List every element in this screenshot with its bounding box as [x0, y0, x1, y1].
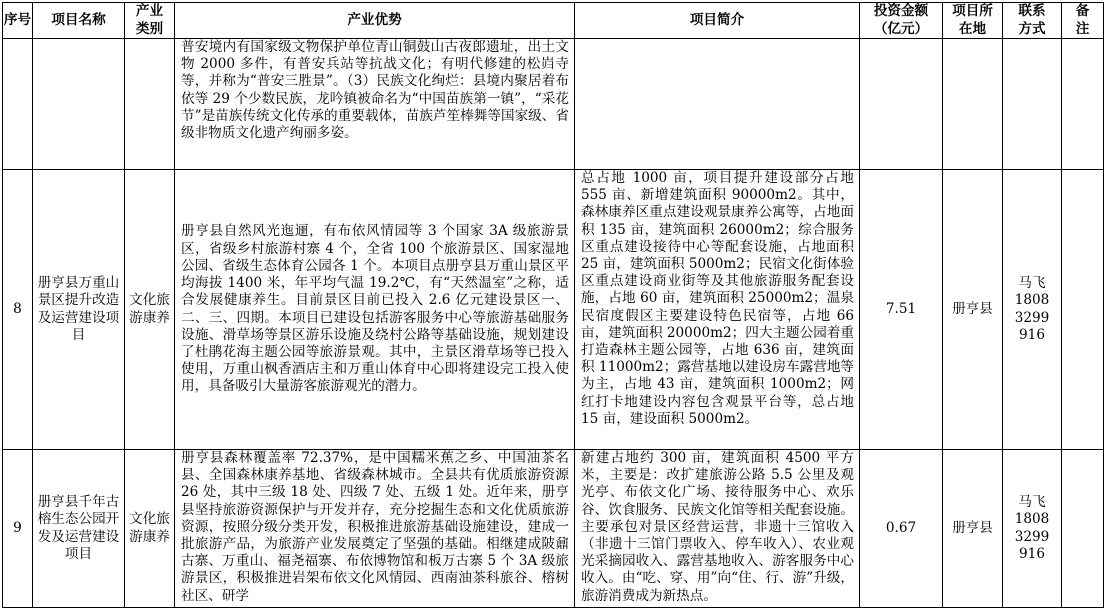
row-location: 册亨县 — [943, 170, 1003, 450]
header-no: 序号 — [3, 3, 33, 39]
row-remark — [1062, 450, 1104, 608]
row-advantage: 普安境内有国家级文物保护单位青山铜鼓山古夜郎遗址，出土文物 2000 多件，有普安兵站等抗战文化；有明代修建的松岿寺等，并称为“普安三胜景”。（3）民族文化绚烂：县境内聚居着布依等 29 个少数民族，龙吟镇被命名为“中国苗族第一镇”，“采花节”是苗族传统文化传承的重要载体，苗族芦笙棒舞等国家级、省级非物质文化遗产绚丽多姿。 — [175, 39, 575, 170]
row-contact: 马飞 1808 3299 916 — [1003, 170, 1062, 450]
row-name — [33, 39, 125, 170]
row-no: 9 — [3, 450, 33, 608]
row-category — [125, 39, 175, 170]
row-remark — [1062, 39, 1104, 170]
row-intro — [575, 39, 860, 170]
header-intro: 项目简介 — [575, 3, 860, 39]
header-name: 项目名称 — [33, 3, 125, 39]
row-no — [3, 39, 33, 170]
header-investment: 投资金额 （亿元） — [860, 3, 943, 39]
table-row — [3, 170, 1104, 450]
header-advantage: 产业优势 — [175, 3, 575, 39]
row-contact — [1003, 39, 1062, 170]
row-location: 册亨县 — [943, 450, 1003, 608]
table-row — [3, 450, 1104, 608]
row-investment: 7.51 — [860, 170, 943, 450]
row-location — [943, 39, 1003, 170]
project-table — [2, 2, 1104, 608]
row-contact: 马飞 1808 3299 916 — [1003, 450, 1062, 608]
header-row — [3, 3, 1104, 39]
row-category: 文化旅游康养 — [125, 450, 175, 608]
row-category: 文化旅游康养 — [125, 170, 175, 450]
row-investment — [860, 39, 943, 170]
header-category: 产业 类别 — [125, 3, 175, 39]
header-location: 项目所 在地 — [943, 3, 1003, 39]
table-row — [3, 39, 1104, 170]
row-intro: 总占地 1000 亩，项目提升建设部分占地 555 亩、新增建筑面积 90000m2。其中，森林康养区重点建设观景康养公寓等，占地面积 135 亩，建筑面积 26000m2；综合服务区重点建设接待中心等配套设施，占地面积 25 亩，建筑面积 5000m2；民宿文化街体验区重点建设商业街等及其他旅游服务配套设施，占地 60 亩，建筑面积 25000m2；温泉民宿度假区主要建设特色民宿等，占地 66 亩，建筑面积 20000m2；四大主题公园着重打造森林主题公园等，占地 636 亩，建筑面积 11000m2；露营基地以建设房车露营地等为主，占地 43 亩，建筑面积 1000m2；网红打卡地建设内容包含观景平台等，总占地 15 亩，建设面积 5000m2。 — [575, 170, 860, 450]
row-advantage: 册亨县自然风光迤逦，有布依风情园等 3 个国家 3A 级旅游景区，省级乡村旅游村寨 4 个，全省 100 个旅游景区、国家湿地公园、省级生态体育公园各 1 个。本项目点册亨县万重山景区平均海拔 1400 米，年平均气温 19.2℃，有“天然温室”之称，适合发展健康养生。目前景区目前已投入 2.6 亿元建设景区一、二、三、四期。本项目已建设包括游客服务中心等旅游基础服务设施、滑草场等景区游乐设施及绕村公路等基础设施，规划建设了杜鹃花海主题公园等旅游景观。其中，主景区滑草场等已投入使用，万重山枫香酒店主和万重山体育中心即将建设完工投入使用，具备吸引大量游客旅游观光的潜力。 — [175, 170, 575, 450]
row-remark — [1062, 170, 1104, 450]
row-no: 8 — [3, 170, 33, 450]
header-contact: 联系 方式 — [1003, 3, 1062, 39]
row-advantage: 册亨县森林覆盖率 72.37%，是中国糯米蕉之乡、中国油茶名县、全国森林康养基地、省级森林城市。全县共有优质旅游资源 26 处，其中三级 18 处、四级 7 处、五级 1 处。近年来，册亨县坚持旅游资源保护与开发并存，充分挖掘生态和文化优质旅游资源，按照分级分类开发，积极推进旅游基础设施建设，建成一批旅游产品，为旅游产业发展奠定了坚强的基础。相继建成陂鼐古寨、万重山、福尧福寨、布依博物馆和板万古寨 5 个 3A 级旅游景区，积极推进岩架布依文化风情园、西南油茶科旅谷、榕树社区、研学 — [175, 450, 575, 608]
row-name: 册亨县万重山景区提升改造及运营建设项目 — [33, 170, 125, 450]
header-remark: 备 注 — [1062, 3, 1104, 39]
row-name: 册亨县千年古榕生态公园开发及运营建设项目 — [33, 450, 125, 608]
row-intro: 新建占地约 300 亩，建筑面积 4500 平方米，主要是：改扩建旅游公路 5.5 公里及观光亭、布依文化广场、接待服务中心、欢乐谷、饮食服务、民族文化馆等相关配套设施。主要承包对景区经营运营，非遗十三馆收入（非遗十三馆门票收入、停车收入）、农业观光采摘园收入、露营基地收入、游客服务中心收入。由“吃、穿、用”向“住、行、游”升级，旅游消费成为新热点。 — [575, 450, 860, 608]
row-investment: 0.67 — [860, 450, 943, 608]
